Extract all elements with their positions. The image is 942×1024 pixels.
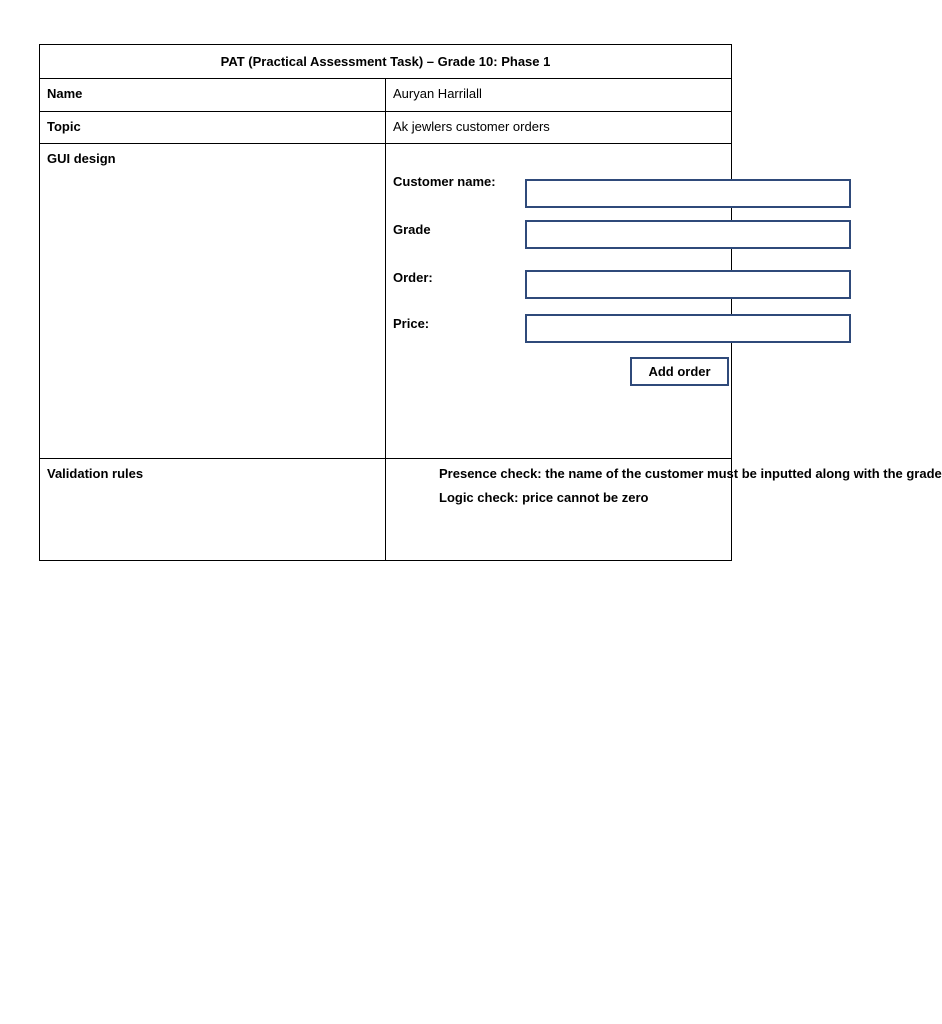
validation-rules-list <box>386 459 942 560</box>
price-label: Price: <box>393 316 430 331</box>
gui-mockup <box>386 144 731 458</box>
document-title: PAT (Practical Assessment Task) – Grade 10: Phase 1 <box>40 45 732 79</box>
grade-field[interactable] <box>525 220 851 249</box>
gui-design-row <box>40 144 732 459</box>
rule-presence-check: Presence check: the name of the customer must be inputted along with the grade <box>439 466 942 481</box>
gui-design-cell <box>386 144 732 459</box>
rule-logic-check: Logic check: price cannot be zero <box>439 490 649 505</box>
pat-table <box>39 44 942 561</box>
customer-name-field[interactable] <box>525 179 851 208</box>
validation-rules-row <box>40 459 732 561</box>
price-field[interactable] <box>525 314 851 343</box>
name-label: Name <box>40 79 386 112</box>
name-value: Auryan Harrilall <box>386 79 732 112</box>
order-field[interactable] <box>525 270 851 299</box>
add-order-button[interactable]: Add order <box>630 357 729 386</box>
grade-label: Grade <box>393 222 431 237</box>
topic-label: Topic <box>40 112 386 144</box>
topic-value: Ak jewlers customer orders <box>386 112 732 144</box>
order-label: Order: <box>393 270 433 285</box>
validation-rules-label: Validation rules <box>40 459 386 561</box>
name-row <box>40 79 732 112</box>
topic-row <box>40 112 732 144</box>
customer-name-label: Customer name: <box>393 174 496 189</box>
validation-rules-cell <box>386 459 942 561</box>
title-row <box>40 45 732 79</box>
gui-design-label: GUI design <box>40 144 386 459</box>
